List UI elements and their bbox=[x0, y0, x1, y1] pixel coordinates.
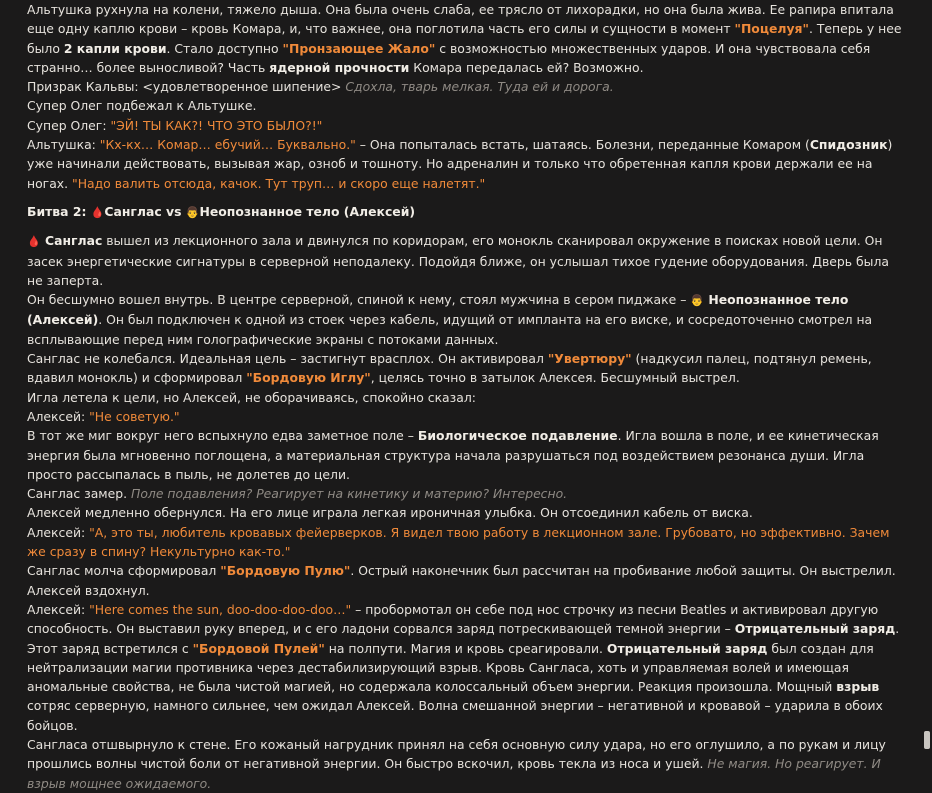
text: – Она попыталась встать, шатаясь. Болезни, переданные Комаром ( bbox=[355, 137, 810, 153]
heading-text: Санглас vs bbox=[104, 203, 186, 219]
heading-text: Неопознанное тело (Алексей) bbox=[199, 203, 416, 219]
person-icon: 👨 bbox=[690, 294, 705, 308]
thought: Сдохла, тварь мелкая. Туда ей и дорога. bbox=[345, 79, 614, 95]
text: сотряс серверную, намного сильнее, чем ожидал Алексей. Волна смешанной энергии – негативной и кровавой – ударила в обоих бойцов. bbox=[27, 698, 883, 733]
speech: "Кх-кх… Комар… ебучий… Буквально." bbox=[99, 137, 356, 153]
character-name: Санглас bbox=[40, 233, 103, 249]
paragraph-ghost-kalva bbox=[27, 77, 907, 96]
speaker: Алексей: bbox=[27, 408, 90, 424]
text: (надкусил палец, подтянул ремень, вдавил монокль) и сформировал bbox=[27, 351, 872, 386]
text: был создан для нейтрализации магии противника через дестабилизирующий взрыв. Кровь Сангласа, хоть и управляемая волей и имеющая аномальные свойства, не была чистой магией, но содержала колоссальный объем энергии. Реакция произошла. Мощный bbox=[27, 640, 874, 695]
text: – пробормотал он себе под нос строчку из песни Beatles и активировал другую способность. Он выставил руку вперед, и с его ладони сорвался заряд потрескивающей темной энергии – bbox=[27, 601, 879, 637]
paragraph-oleg-shouts bbox=[27, 116, 907, 135]
speaker: Алексей: bbox=[27, 601, 90, 617]
paragraph-oleg-runs bbox=[27, 96, 907, 115]
text: с возможностью множественных ударов. И она чувствовала себя странно… более выносливой? Часть bbox=[27, 40, 871, 75]
nuclear-durability: ядерной прочности bbox=[269, 59, 410, 75]
disease-name: Спидозник bbox=[809, 137, 888, 153]
blood-drop-icon: 🩸 bbox=[90, 205, 105, 219]
text: Альтушка рухнула на колени, тяжело дыша. Она была очень слаба, ее трясло от лихорадки, но она была жива. Ее рапира впитала еще одну каплю крови – кровь Комара, и, что важнее, она поглотила часть его силы и сущности в момент bbox=[27, 2, 894, 37]
text: Супер Олег подбежал к Альтушке. bbox=[27, 98, 257, 114]
speech: "Надо валить отсюда, качок. Тут труп… и скоро еще налетят." bbox=[72, 175, 486, 191]
speaker: Альтушка: bbox=[27, 137, 100, 153]
text: Игла летела к цели, но Алексей, не оборачиваясь, спокойно сказал: bbox=[27, 389, 476, 405]
text: Комара передалась ей? Возможно. bbox=[409, 59, 644, 75]
text: . Теперь у нее было bbox=[27, 21, 902, 56]
text: Санглас молча сформировал bbox=[27, 563, 221, 579]
paragraph-altushka-falls bbox=[27, 0, 907, 77]
ability-bio-suppression: Биологическое подавление bbox=[417, 428, 618, 444]
text: . bbox=[895, 621, 900, 637]
text: Санглас не колебался. Идеальная цель – застигнут врасплох. Он активировал bbox=[27, 351, 548, 367]
battle-heading bbox=[27, 202, 907, 222]
text: на полпути. Магия и кровь среагировали. bbox=[324, 640, 607, 656]
text: . Игла вошла в поле, и ее кинетическая энергия была мгновенно поглощена, а материальная структура начала разрушаться под воздействием резонанса души. Игла просто рассыпалась в пыль, не долетев до цели. bbox=[27, 428, 879, 482]
text: Этот заряд встретился с bbox=[27, 640, 193, 656]
ability-overture: "Увертюру" bbox=[547, 351, 632, 367]
text: Призрак Кальвы: <удовлетворенное шипение> bbox=[27, 79, 346, 95]
ability-negative-charge: Отрицательный заряд bbox=[606, 640, 768, 656]
heading-text: Битва 2: bbox=[27, 203, 91, 219]
text: Санглас замер. bbox=[27, 486, 132, 502]
ability-bullet: "Бордовой Пулей" bbox=[192, 640, 325, 656]
paragraph-altushka-speaks bbox=[27, 135, 907, 193]
blood-count: 2 капли крови bbox=[63, 40, 167, 56]
paragraph-sanglas-thrown bbox=[27, 735, 907, 793]
thought: Поле подавления? Реагирует на кинетику и материю? Интересно. bbox=[131, 486, 568, 502]
paragraph-aleksey-warns bbox=[27, 407, 907, 426]
text: Алексей вздохнул. bbox=[27, 582, 150, 598]
text: . Он был подключен к одной из стоек через кабель, идущий от импланта на его виске, и сосредоточенно смотрел на всплывающие перед ним голографические экраны с потоками данных. bbox=[27, 312, 873, 347]
paragraph-server-room bbox=[27, 290, 907, 349]
speech: "А, это ты, любитель кровавых фейерверков. Я видел твою работу в лекционном зале. Грубовато, но эффективно. Зачем же сразу в спину? Некультурно как-то." bbox=[27, 524, 890, 560]
text: Сангласа отшвырнуло к стене. Его кожаный нагрудник принял на себя основную силу удара, но его оглушило, а по рукам и лицу прошлись волны чистой боли от негативной энергии. Он быстро вскочил, кровь текла из носа и ушей. bbox=[27, 736, 886, 772]
text: Он бесшумно вошел внутрь. В центре серверной, спиной к нему, стоял мужчина в сером пиджаке – bbox=[27, 292, 691, 308]
text: Алексей медленно обернулся. На его лице играла легкая ироничная улыбка. Он отсоединил кабель от виска. bbox=[27, 505, 753, 521]
speech: "Не советую." bbox=[89, 408, 180, 424]
scrollbar[interactable] bbox=[922, 0, 930, 749]
paragraph-explosion bbox=[27, 639, 907, 735]
text: вышел из лекционного зала и двинулся по коридорам, его монокль сканировал окружение в поисках новой цели. Он засек энергетические сигнатуры в серверной неподалеку. Подойдя ближе, он услышал тихое гудение оборудования. Дверь была не заперта. bbox=[27, 233, 889, 288]
person-icon: 👨 bbox=[185, 205, 200, 219]
paragraph-sanglas-attacks bbox=[27, 349, 907, 388]
paragraph-needle-flies bbox=[27, 388, 907, 407]
ability-bullet: "Бордовую Пулю" bbox=[220, 563, 351, 579]
explosion-word: взрыв bbox=[836, 679, 880, 695]
paragraph-aleksey-sighs bbox=[27, 581, 907, 600]
ability-sting: "Пронзающее Жало" bbox=[282, 40, 436, 56]
text: . Стало доступно bbox=[166, 40, 283, 56]
ability-kiss: "Поцелуя" bbox=[734, 21, 809, 37]
paragraph-aleksey-turns bbox=[27, 503, 907, 522]
speech: "Here comes the sun, doo-doo-doo-doo…" bbox=[89, 601, 352, 617]
text: ) уже начинали действовать, вызывая жар, озноб и тошноту. Но адреналин и только что обретенная капля крови держали ее на ногах. bbox=[27, 137, 893, 191]
paragraph-sanglas-enters bbox=[27, 231, 907, 290]
speech: "ЭЙ! ТЫ КАК?! ЧТО ЭТО БЫЛО?!" bbox=[110, 117, 323, 133]
thought: Не магия. Но реагирует. И взрыв мощнее ожидаемого. bbox=[27, 756, 881, 791]
paragraph-sanglas-freezes bbox=[27, 484, 907, 503]
speaker: Супер Олег: bbox=[27, 117, 111, 133]
ability-needle: "Бордовую Иглу" bbox=[246, 370, 371, 386]
text: . Острый наконечник был рассчитан на пробивание любой защиты. Он выстрелил. bbox=[350, 563, 896, 579]
ability-negative-charge: Отрицательный заряд bbox=[734, 621, 896, 637]
text: , целясь точно в затылок Алексея. Бесшумный выстрел. bbox=[370, 370, 740, 386]
paragraph-aleksey-sings bbox=[27, 600, 907, 639]
blood-drop-icon: 🩸 bbox=[27, 235, 41, 249]
paragraph-bullet bbox=[27, 561, 907, 580]
text: В тот же миг вокруг него вспыхнуло едва заметное поле – bbox=[27, 428, 418, 444]
character-name: Неопознанное тело (Алексей) bbox=[27, 292, 849, 328]
paragraph-field bbox=[27, 426, 907, 484]
scrollbar-thumb[interactable] bbox=[924, 731, 930, 749]
paragraph-aleksey-mocks bbox=[27, 523, 907, 562]
chat-text bbox=[27, 0, 907, 793]
speaker: Алексей: bbox=[27, 524, 90, 540]
